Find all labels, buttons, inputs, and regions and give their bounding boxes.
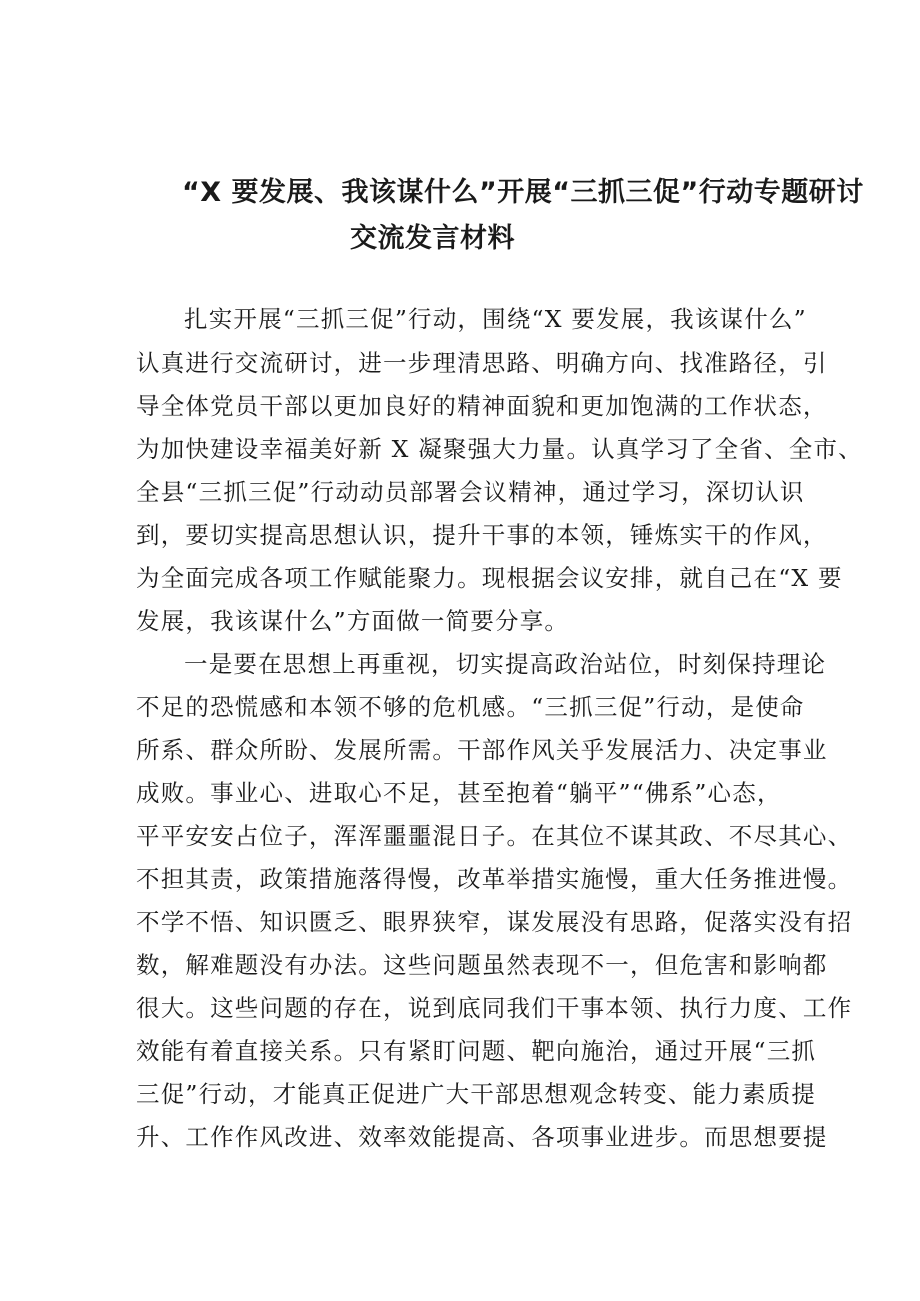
paragraph-line: 全县“三抓三促”行动动员部署会议精神，通过学习，深切认识 xyxy=(136,478,805,506)
paragraph-line: 三促”行动，才能真正促进广大干部思想观念转变、能力素质提 xyxy=(136,1080,817,1108)
paragraph-line: 效能有着直接关系。只有紧盯问题、靶向施治，通过开展“三抓 xyxy=(136,1037,817,1065)
paragraph-line: 所系、群众所盼、发展所需。干部作风关乎发展活力、决定事业 xyxy=(136,736,828,764)
paragraph-line: 扎实开展“三抓三促”行动，围绕“X 要发展，我该谋什么” xyxy=(184,305,807,333)
paragraph-line: 升、工作作风改进、效率效能提高、各项事业进步。而思想要提 xyxy=(136,1123,828,1151)
paragraph-line: 数，解难题没有办法。这些问题虽然表现不一，但危害和影响都 xyxy=(136,951,828,979)
paragraph-line: 很大。这些问题的存在，说到底同我们干事本领、执行力度、工作 xyxy=(136,994,853,1022)
paragraph-line: 不学不悟、知识匮乏、眼界狭窄，谋发展没有思路，促落实没有招 xyxy=(136,908,853,936)
paragraph-line: 发展，我该谋什么”方面做一简要分享。 xyxy=(136,607,570,635)
paragraph-line: 为全面完成各项工作赋能聚力。现根据会议安排，就自己在“X 要 xyxy=(136,564,843,592)
paragraph-line: 不足的恐慌感和本领不够的危机感。“三抓三促”行动，是使命 xyxy=(136,693,805,721)
document-title-line-2: 交流发言材料 xyxy=(350,223,515,254)
paragraph-line: 一是要在思想上再重视，切实提高政治站位，时刻保持理论 xyxy=(184,650,827,678)
paragraph-line: 为加快建设幸福美好新 X 凝聚强大力量。认真学习了全省、全市、 xyxy=(136,435,863,463)
paragraph-line: 到，要切实提高思想认识，提升干事的本领，锤炼实干的作风， xyxy=(136,521,828,549)
paragraph-line: 成败。事业心、进取心不足，甚至抱着“躺平”“佛系”心态， xyxy=(136,779,782,807)
paragraph-line: 平平安安占位子，浑浑噩噩混日子。在其位不谋其政、不尽其心、 xyxy=(136,822,853,850)
paragraph-line: 认真进行交流研讨，进一步理清思路、明确方向、找准路径，引 xyxy=(136,349,828,377)
paragraph-line: 导全体党员干部以更加良好的精神面貌和更加饱满的工作状态， xyxy=(136,392,828,420)
document-title-line-1: “X 要发展、我该谋什么”开展“三抓三促”行动专题研讨 xyxy=(182,177,864,208)
paragraph-line: 不担其责，政策措施落得慢，改革举措实施慢，重大任务推进慢。 xyxy=(136,865,853,893)
